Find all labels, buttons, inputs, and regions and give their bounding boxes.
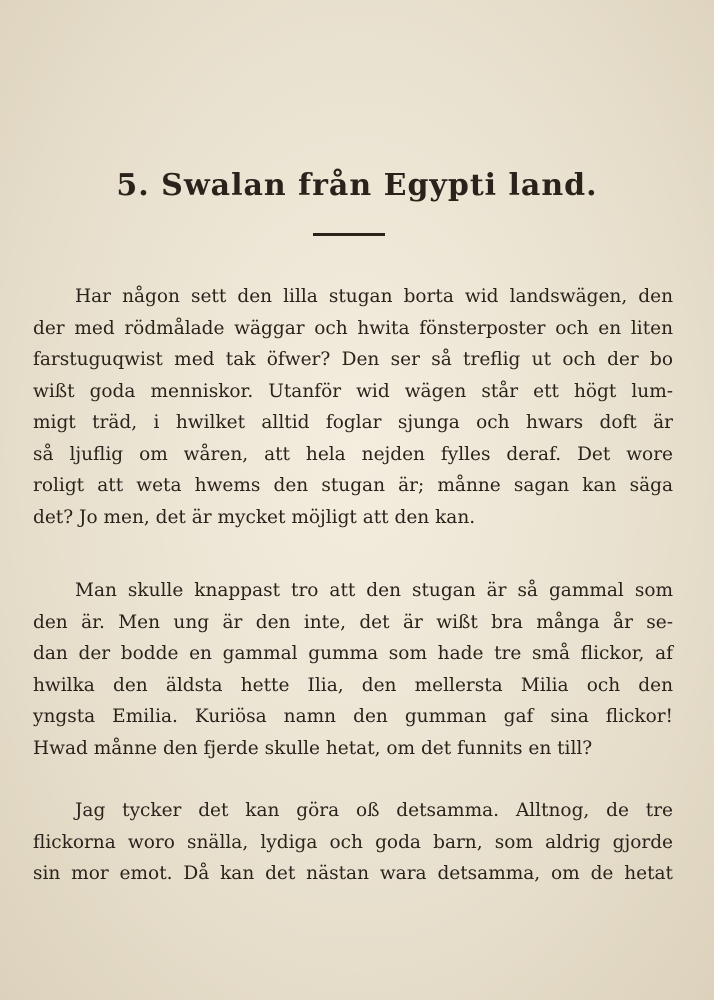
text-line: wißt goda menniskor. Utanför wid wägen står ett högt lum-: [33, 380, 673, 402]
text-line: migt träd, i hwilket alltid foglar sjunga och hwars doft är: [33, 412, 673, 433]
text-line: Har någon sett den lilla stugan borta wid landswägen, den: [75, 286, 673, 307]
heading-divider: [313, 233, 385, 236]
text-line: roligt att weta hwems den stugan är; månne sagan kan säga: [33, 475, 673, 496]
text-line: hwilka den äldsta hette Ilia, den mellersta Milia och den: [33, 674, 673, 696]
text-line: der med rödmålade wäggar och hwita fönsterposter och en liten: [33, 317, 673, 339]
text-line: den är. Men ung är den inte, det är wißt bra många år se-: [33, 611, 673, 633]
text-line: Man skulle knappast tro att den stugan är så gammal som: [75, 580, 673, 601]
paragraph-2: [33, 575, 673, 764]
bleed-through-texture: [40, 40, 680, 240]
text-line: yngsta Emilia. Kuriösa namn den gumman gaf sina flickor!: [33, 706, 673, 727]
text-line: så ljuflig om wåren, att hela nejden fylles deraf. Det wore: [33, 443, 673, 465]
paragraph-3: [33, 795, 673, 890]
chapter-heading: 5. Swalan från Egypti land.: [116, 168, 598, 203]
text-line: dan der bodde en gammal gumma som hade tre små flickor, af: [33, 643, 673, 664]
text-line: farstuguqwist med tak öfwer? Den ser så treflig ut och der bo: [33, 349, 673, 370]
text-line: Hwad månne den fjerde skulle hetat, om det funnits en till?: [33, 737, 593, 759]
text-line: flickorna woro snälla, lydiga och goda barn, som aldrig gjorde: [33, 831, 673, 853]
text-line: sin mor emot. Då kan det nästan wara detsamma, om de hetat: [33, 863, 673, 884]
text-line: det? Jo men, det är mycket möjligt att den kan.: [33, 506, 476, 528]
text-line: Jag tycker det kan göra oß detsamma. Alltnog, de tre: [75, 800, 673, 821]
paragraph-1: [33, 281, 673, 533]
